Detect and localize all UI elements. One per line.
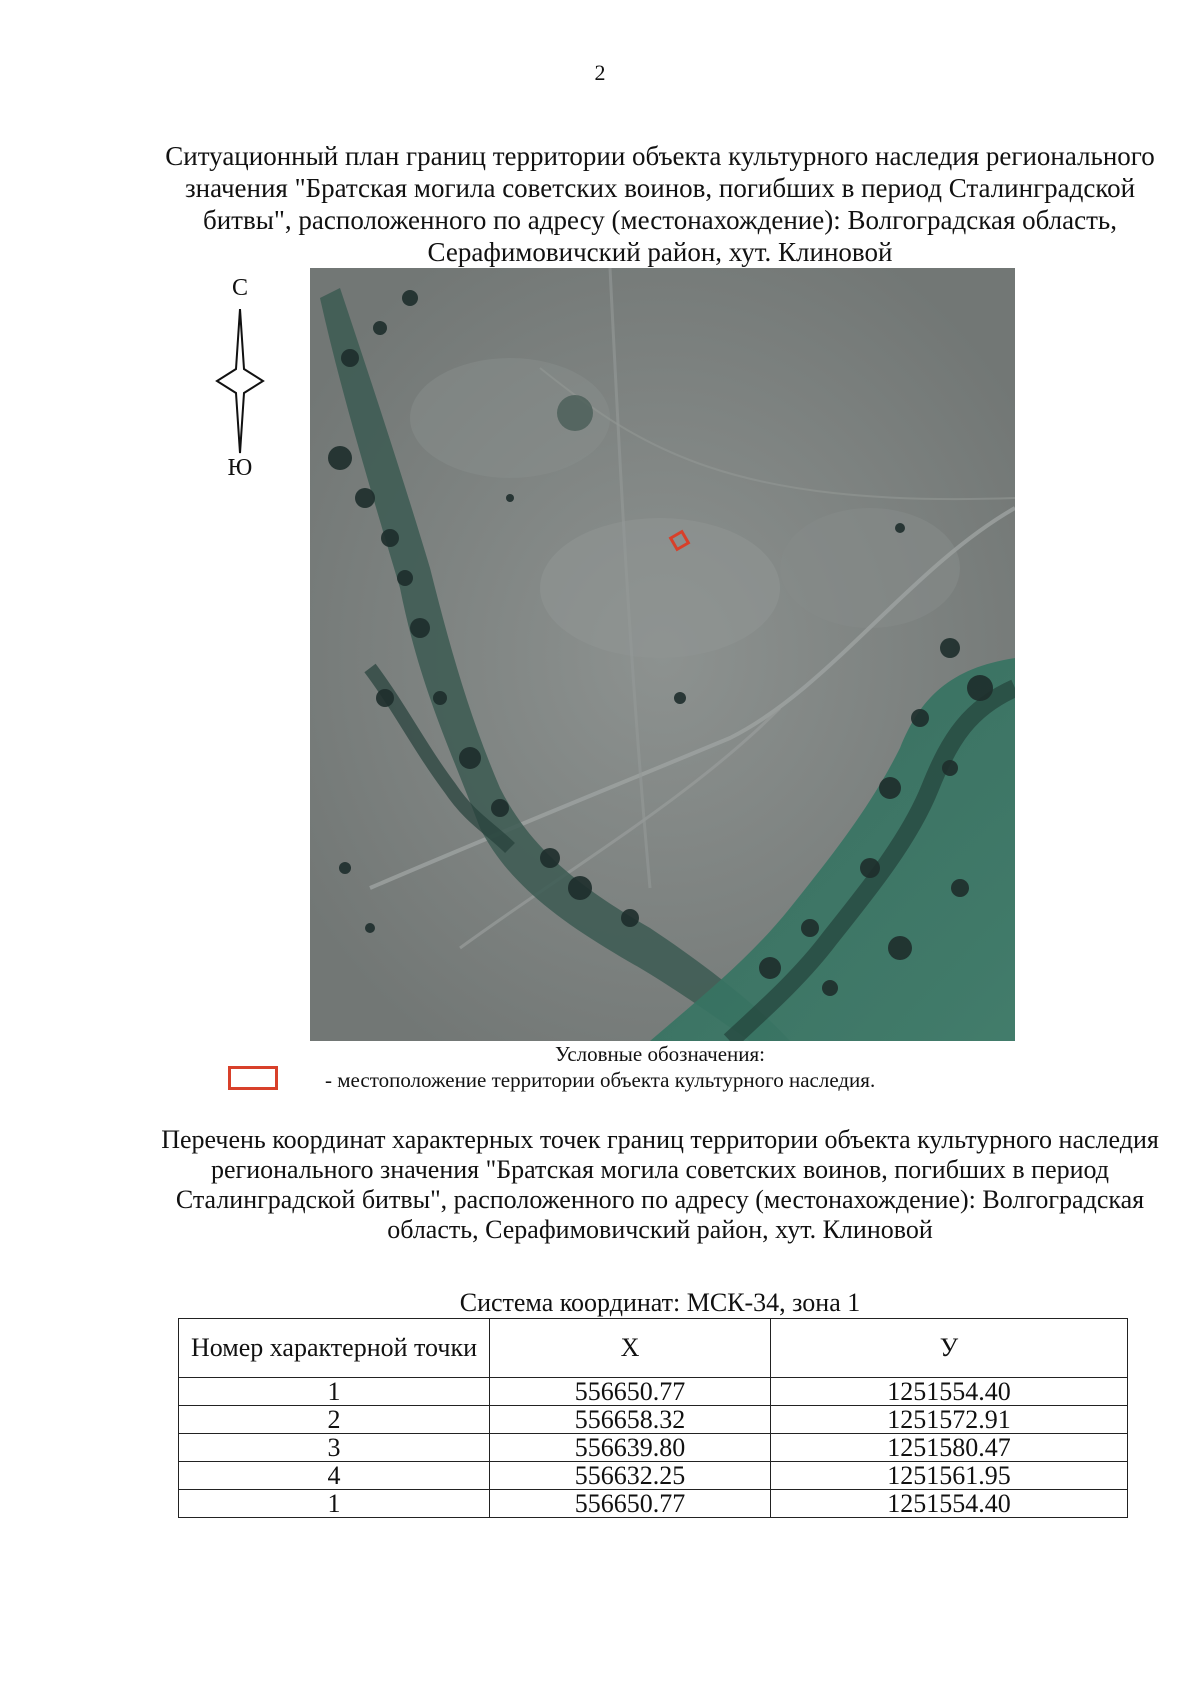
cell-point: 4	[179, 1462, 490, 1490]
legend-item-text: - местоположение территории объекта культурного наследия.	[325, 1068, 876, 1092]
satellite-image	[310, 268, 1015, 1041]
header-point-number: Номер характерной точки	[179, 1319, 490, 1378]
compass-rose-icon	[215, 309, 265, 455]
cell-point: 2	[179, 1406, 490, 1434]
table-row	[179, 1406, 1128, 1434]
cell-y: 1251580.47	[771, 1434, 1128, 1462]
header-y: У	[771, 1319, 1128, 1378]
cell-x: 556658.32	[490, 1406, 771, 1434]
coordinates-list-title: Перечень координат характерных точек границ территории объекта культурного наследия регионального значения "Братская могила советских воинов, погибших в период Сталинградской битвы", расположенного по адресу (местонахождение): Волгоградская область, Серафимовичский район, хут. Клиновой	[161, 1125, 1159, 1244]
cell-y: 1251554.40	[771, 1490, 1128, 1518]
compass-south-label: Ю	[227, 455, 253, 481]
cell-x: 556650.77	[490, 1378, 771, 1406]
legend-title: Условные обозначения:	[554, 1042, 766, 1066]
cell-x: 556650.77	[490, 1490, 771, 1518]
cell-x: 556639.80	[490, 1434, 771, 1462]
compass-north-label: С	[231, 275, 248, 301]
table-row	[179, 1378, 1128, 1406]
table-row	[179, 1434, 1128, 1462]
legend-swatch-icon	[228, 1066, 278, 1090]
table-row	[179, 1490, 1128, 1518]
cell-y: 1251561.95	[771, 1462, 1128, 1490]
cell-point: 1	[179, 1490, 490, 1518]
cell-y: 1251572.91	[771, 1406, 1128, 1434]
north-arrow	[215, 275, 265, 485]
cell-x: 556632.25	[490, 1462, 771, 1490]
table-header-row	[179, 1319, 1128, 1378]
coordinate-system-label: Система координат: МСК-34, зона 1	[459, 1288, 861, 1317]
table-row	[179, 1462, 1128, 1490]
cell-point: 1	[179, 1378, 490, 1406]
cell-y: 1251554.40	[771, 1378, 1128, 1406]
page-number: 2	[594, 60, 606, 85]
cell-point: 3	[179, 1434, 490, 1462]
satellite-map	[310, 268, 1015, 1041]
header-x: X	[490, 1319, 771, 1378]
coordinates-table	[178, 1318, 1128, 1518]
plan-title: Ситуационный план границ территории объекта культурного наследия регионального значения "Братская могила советских воинов, погибших в период Сталинградской битвы", расположенного по адресу (местонахождение): Волгоградская область, Серафимовичский район, хут. Клиновой	[165, 141, 1155, 267]
